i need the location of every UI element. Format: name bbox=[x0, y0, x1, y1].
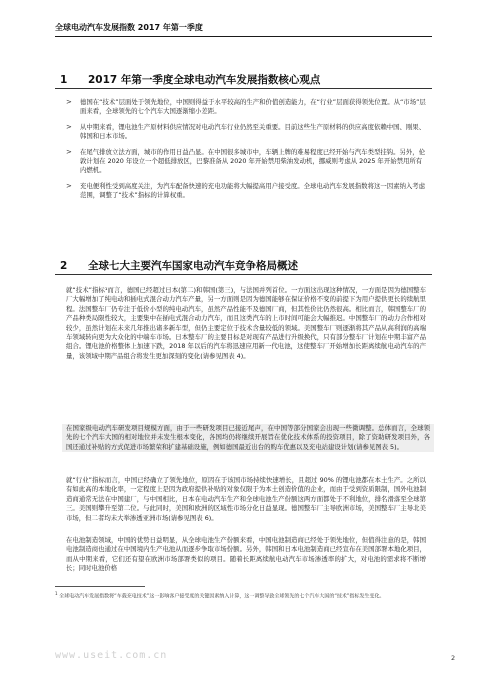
body-paragraph-industry: 就“行业”指标而言，中国已经确立了领先地位，原因在于该国市场持续快速增长，且超过 90% 的锂电池都在本土生产。之所以有如此高的本地化率，一定程度上是因为政府提供补贴的对象仅限于为本土创造价值的企业，而由于受到资质限制，国外电池制造商通常无法在中国建厂，与中国相比，日本在电动汽车生产和全球电池生产份额这两方面都处于不利地位，排名滑落至全球第三。美国则攀升至第二位。与此同时，美国和欧洲的区域性市场分化日益显现。德国整车厂主导欧洲市场，美国整车厂主导北美市场，但二者均未大举渗透亚洲市场(请参见图表 6)。 bbox=[66, 476, 426, 522]
bullet-arrow-icon: > bbox=[66, 98, 72, 106]
bullet-text: 从中期来看，锂电池生产原材料供应情况对电动汽车行业仍然至关重要。目前这些生产原材料的供应高度依赖中国、刚果、韩国和日本市场。 bbox=[80, 122, 426, 141]
bullet-item bbox=[66, 123, 426, 142]
page-header bbox=[0, 0, 480, 40]
bullet-text: 德国在“技术”层面处于领先地位，中国则得益于水平较高的生产和价值创造能力，在“行业”层面获得领先位置。从“市场”层面来看，全球领先的七个汽车大国逐渐缩小差距。 bbox=[80, 98, 426, 116]
section-1-rule bbox=[55, 88, 432, 89]
body-paragraph-rnd: 在国家级电动汽车研发项目规模方面，由于一些研发项目已接近尾声，在中国等部分国家会出现一些微调整。总体而言，全球领先的七个汽车大国的相对地位并未发生根本变化，各国均仍将继续开展旨在优化技术体系的投资项目，除了资助研发项目外，各国还通过补贴的方式促进市场繁荣和扩建基础设施，例如德国最近出台的购车优惠以及充电站建设计划(请参见图表 5)。 bbox=[62, 424, 434, 452]
watermark: www.useit.com.cn bbox=[55, 650, 168, 661]
section-2-rule bbox=[55, 274, 432, 275]
bullet-item bbox=[66, 182, 426, 201]
body-paragraph-battery: 在电池制造领域，中国的优势日益明显，从全球电池生产份额来看，中国电池制造商已经处于领先地位，但值得注意的是，韩国电池制造商也通过在中国境内生产电池从而逐步争取市场份额。另外，韩国和日本电池制造商已经宣布在美国部署本地化项目，而从中期来看，它们还有望在欧洲市场部署类似的项目。随着长距离续航电动汽车市场渗透率的扩大，对电池的需求将不断增长；同时电池价格 bbox=[66, 536, 426, 573]
footnote-rule bbox=[55, 586, 145, 587]
section-2-number: 2 bbox=[60, 260, 68, 272]
bullet-arrow-icon: > bbox=[66, 181, 72, 190]
section-1-title: 2017 年第一季度全球电动汽车发展指数核心观点 bbox=[88, 74, 321, 86]
footnote bbox=[55, 590, 430, 601]
page-number: 2 bbox=[451, 654, 456, 662]
header-rule bbox=[55, 36, 432, 37]
section-2-heading bbox=[60, 258, 298, 273]
bullet-item bbox=[66, 148, 426, 176]
bullet-item bbox=[66, 98, 426, 117]
footnote-marker: 1 bbox=[55, 591, 58, 596]
header-title: 全球电动汽车发展指数 2017 年第一季度 bbox=[55, 23, 203, 32]
bullet-text: 充电便利性受到高度关注，为汽车配备快速的充电功能将大幅提高用户接受度。全球电动汽车发展指数将这一因素纳入考虑范围，调整了“技术”指标的计算权重。 bbox=[80, 181, 426, 200]
bullet-arrow-icon: > bbox=[66, 147, 72, 156]
bullet-arrow-icon: > bbox=[66, 122, 72, 131]
bullet-text: 在尾气排放立法方面，城市的作用日益凸显。在中国很多城市中，车辆上牌的难易程度已经开始与汽车类型挂钩。另外，伦敦计划在 2020 年设立一个超低排放区，巴黎准备从 2020 年开始禁用柴油发动机，挪威则考虑从 2025 年开始禁用所有内燃机。 bbox=[80, 147, 426, 175]
footnote-text: 全球电动汽车发展指数将“车载充电技术”这一影响客户接受度的关键因素纳入计算，这一调整导致全球领先的七个汽车大国的“技术”指标发生变化。 bbox=[59, 593, 385, 600]
section-1-bullet-list bbox=[66, 98, 426, 207]
section-2-title: 全球七大主要汽车国家电动汽车竞争格局概述 bbox=[88, 260, 298, 272]
body-paragraph-technology: 就“技术”指标¹而言，德国已经超过日本(第二)和韩国(第三)，与法国并列首位。一方面这出现这种情况，一方面是因为德国整车厂大幅增加了纯电动和插电式混合动力汽车产量，另一方面则是因为德国能够在保证价格不变的前提下为用户提供更长的续航里程。法国整车厂仍专注于低价小型的纯电动汽车，虽然产品性能不及德国厂商，但其性价比仍然很高。相比而言，韩国整车厂的产品种类局限性较大，主要集中在插电式混合动力汽车，而且这类汽车的上市时间可能会大幅推迟。中国整车厂的动力合作相对较少，虽然计划在未来几年推出诸多新车型，但仍主要定位于技术含量较低的领域。美国整车厂则逐渐将其产品从高利润的高端车领域转向更为大众化的中端车市场。日本整车厂的主要目标是对现有产品进行升级换代，只有部分整车厂计划在中期丰富产品组合。锂电池价格整体上加速下跌，2018 年以后的汽车将迅速应用新一代电池，这使整车厂开始增加长距离续航电动汽车的产量，该领域中期产品组合将发生更加深刻的变化(请参见图表 4)。 bbox=[66, 286, 426, 360]
section-1-number: 1 bbox=[60, 74, 68, 86]
section-1-heading bbox=[60, 72, 320, 87]
